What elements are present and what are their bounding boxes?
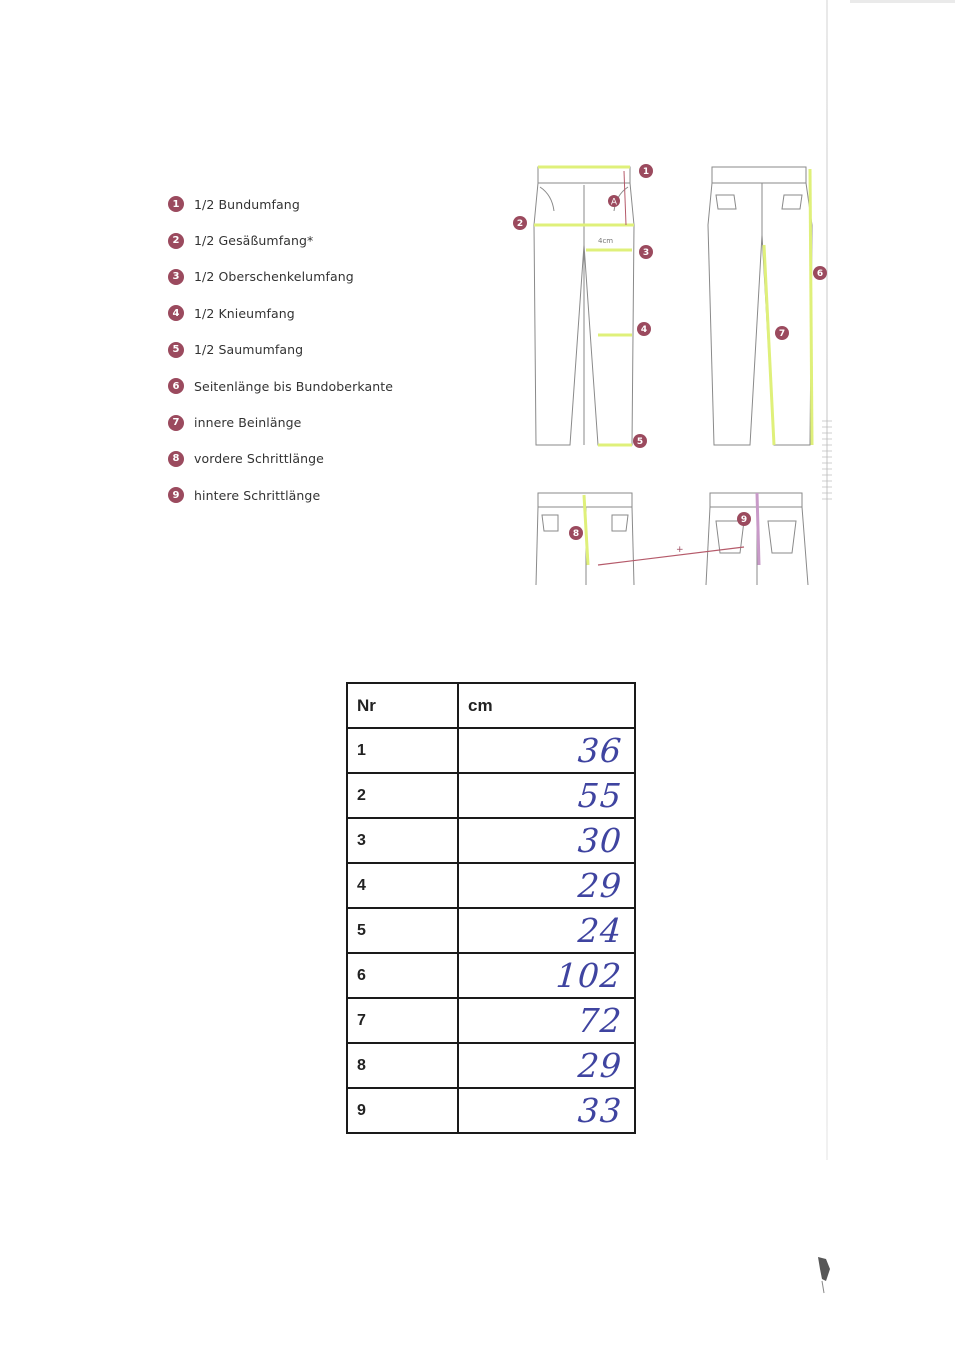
handwritten-value: 36: [576, 731, 624, 770]
marker-number: 5: [636, 437, 644, 447]
handwritten-value: 33: [576, 1091, 624, 1130]
measure-line-9: [757, 493, 759, 565]
value-cell: [458, 908, 635, 953]
measurement-legend: [168, 186, 393, 514]
legend-item: [168, 222, 393, 258]
legend-label: hintere Schrittlänge: [194, 487, 321, 503]
legend-label: vordere Schrittlänge: [194, 451, 324, 467]
marker-number: 8: [572, 529, 580, 539]
legend-item: [168, 259, 393, 295]
legend-label: innere Beinlänge: [194, 415, 302, 431]
handwritten-value: 55: [576, 776, 624, 815]
plus-sign: +: [676, 545, 684, 555]
number-marker-icon: 3: [168, 269, 184, 285]
crotch-connector-arrow: [598, 547, 744, 565]
marker-number: 9: [740, 515, 748, 525]
scan-artifact-top: [850, 0, 955, 3]
number-marker-icon: 9: [168, 487, 184, 503]
front-trouser-figure: [534, 167, 634, 445]
table-row: [347, 953, 635, 998]
legend-item: [168, 404, 393, 440]
row-number: 6: [347, 953, 458, 998]
number-marker-icon: 8: [168, 451, 184, 467]
value-cell: [458, 863, 635, 908]
legend-label: 1/2 Saumumfang: [194, 342, 304, 358]
table-row: [347, 773, 635, 818]
value-cell: [458, 998, 635, 1043]
row-number: 2: [347, 773, 458, 818]
row-number: 4: [347, 863, 458, 908]
number-marker-icon: 4: [168, 305, 184, 321]
row-number: 8: [347, 1043, 458, 1088]
row-number: 9: [347, 1088, 458, 1133]
marker-number: 4: [640, 325, 648, 335]
scan-smudge: [812, 1255, 834, 1295]
legend-item: [168, 441, 393, 477]
legend-item: [168, 332, 393, 368]
marker-number: 3: [642, 248, 650, 258]
value-cell: [458, 1043, 635, 1088]
legend-item: [168, 295, 393, 331]
row-number: 3: [347, 818, 458, 863]
legend-label: Seitenlänge bis Bundoberkante: [194, 378, 394, 394]
marker-a-label: A: [610, 197, 618, 208]
legend-label: 1/2 Oberschenkelumfang: [194, 269, 354, 285]
table-header-row: [347, 683, 635, 728]
offset-arrow: [624, 171, 626, 225]
legend-label: 1/2 Knieumfang: [194, 305, 295, 321]
row-number: 1: [347, 728, 458, 773]
table-row: [347, 728, 635, 773]
table-row: [347, 908, 635, 953]
value-cell: [458, 728, 635, 773]
table-row: [347, 998, 635, 1043]
marker-number: 1: [642, 167, 650, 177]
measure-line-7: [764, 245, 774, 445]
measurement-table: [346, 682, 636, 1134]
measure-line-8: [584, 495, 588, 565]
handwritten-value: 30: [576, 821, 624, 860]
number-marker-icon: 1: [168, 196, 184, 212]
legend-label: 1/2 Bundumfang: [194, 196, 300, 212]
offset-label: 4cm: [598, 237, 614, 245]
legend-item: [168, 186, 393, 222]
handwritten-value: 24: [576, 911, 624, 950]
table-row: [347, 863, 635, 908]
marker-number: 2: [516, 219, 524, 229]
diagram-marker-numbers: [517, 167, 823, 539]
legend-item: [168, 368, 393, 404]
table-row: [347, 818, 635, 863]
number-marker-icon: 7: [168, 415, 184, 431]
header-nr: Nr: [347, 683, 458, 728]
handwritten-value: 29: [576, 1046, 624, 1085]
value-cell: [458, 818, 635, 863]
number-marker-icon: 2: [168, 233, 184, 249]
value-cell: [458, 773, 635, 818]
value-cell: [458, 953, 635, 998]
diagram-markers: [513, 164, 827, 540]
trouser-measurement-diagram: [500, 155, 830, 590]
legend-label: 1/2 Gesäßumfang*: [194, 233, 314, 249]
handwritten-value: 72: [576, 1001, 624, 1040]
table-row: [347, 1088, 635, 1133]
back-trouser-figure: [708, 167, 812, 445]
value-cell: [458, 1088, 635, 1133]
handwritten-value: 29: [576, 866, 624, 905]
marker-number: 7: [778, 329, 786, 339]
measure-line-6: [810, 169, 812, 445]
handwritten-value: 102: [554, 956, 624, 995]
legend-item: [168, 477, 393, 513]
number-marker-icon: 5: [168, 342, 184, 358]
row-number: 7: [347, 998, 458, 1043]
number-marker-icon: 6: [168, 378, 184, 394]
table-row: [347, 1043, 635, 1088]
header-cm: cm: [458, 683, 635, 728]
row-number: 5: [347, 908, 458, 953]
marker-number: 6: [816, 269, 824, 279]
